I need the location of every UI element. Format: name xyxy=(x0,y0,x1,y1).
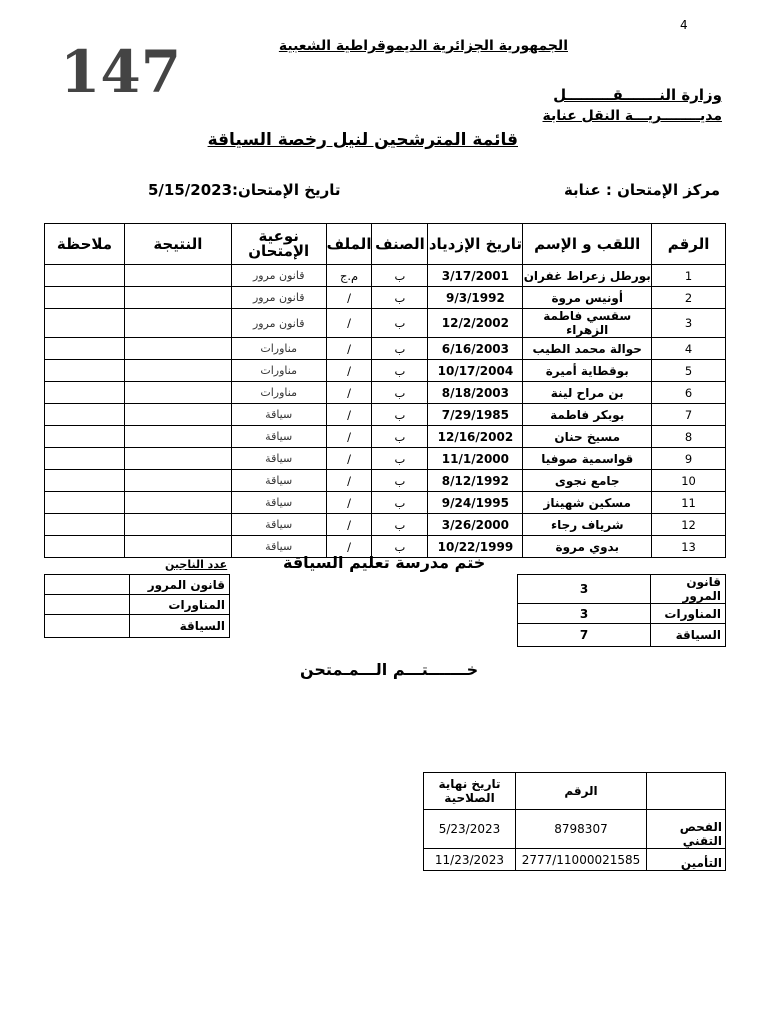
row-num: 13 xyxy=(652,536,726,558)
row-dob: 6/16/2003 xyxy=(428,338,523,360)
row-file: / xyxy=(326,448,372,470)
row-class: ب xyxy=(372,448,428,470)
technical-header-row xyxy=(424,773,726,810)
table-header-row xyxy=(45,224,726,265)
row-class: ب xyxy=(372,338,428,360)
technical-row-expiry: 5/23/2023 xyxy=(424,810,516,849)
technical-row-label: الفحص التقني xyxy=(647,810,726,849)
header-exam-type: نوعية الإمتحان xyxy=(231,224,326,265)
row-exam-type: قانون مرور xyxy=(231,265,326,287)
row-exam-type: سياقة xyxy=(231,426,326,448)
technical-col-expiry: تاريخ نهاية الصلاحية xyxy=(424,773,516,810)
row-note xyxy=(45,514,125,536)
right-summary-label: قانون المرور xyxy=(651,575,726,604)
table-row xyxy=(45,309,726,338)
row-name: أونيس مروة xyxy=(523,287,652,309)
row-file: / xyxy=(326,426,372,448)
row-file: / xyxy=(326,382,372,404)
row-note xyxy=(45,536,125,558)
row-dob: 3/26/2000 xyxy=(428,514,523,536)
row-exam-type: سياقة xyxy=(231,448,326,470)
table-row xyxy=(45,404,726,426)
left-summary-row xyxy=(45,575,230,595)
row-exam-type: مناورات xyxy=(231,360,326,382)
technical-table xyxy=(423,772,726,871)
row-note xyxy=(45,265,125,287)
row-num: 1 xyxy=(652,265,726,287)
right-summary-value: 3 xyxy=(518,575,651,604)
row-num: 2 xyxy=(652,287,726,309)
row-num: 6 xyxy=(652,382,726,404)
examiner-stamp-label: خـــــــتـــم الـــمـمتحن xyxy=(300,660,479,679)
row-class: ب xyxy=(372,470,428,492)
row-note xyxy=(45,287,125,309)
left-summary-label: المناورات xyxy=(130,595,230,615)
row-name: بدوي مروة xyxy=(523,536,652,558)
row-exam-type: قانون مرور xyxy=(231,309,326,338)
row-note xyxy=(45,382,125,404)
table-row xyxy=(45,287,726,309)
row-dob: 9/3/1992 xyxy=(428,287,523,309)
row-file: / xyxy=(326,338,372,360)
row-num: 8 xyxy=(652,426,726,448)
row-file: / xyxy=(326,309,372,338)
row-result xyxy=(124,492,231,514)
right-summary-label: السياقة xyxy=(651,624,726,647)
left-summary-row xyxy=(45,615,230,638)
row-dob: 12/16/2002 xyxy=(428,426,523,448)
row-num: 4 xyxy=(652,338,726,360)
row-exam-type: سياقة xyxy=(231,514,326,536)
row-note xyxy=(45,492,125,514)
left-summary-row xyxy=(45,595,230,615)
school-stamp-label: ختم مدرسة تعليم السياقة xyxy=(283,553,486,572)
header-class: الصنف xyxy=(372,224,428,265)
header-file: الملف xyxy=(326,224,372,265)
row-class: ب xyxy=(372,492,428,514)
header-num: الرقم xyxy=(652,224,726,265)
header-note: ملاحظة xyxy=(45,224,125,265)
table-row xyxy=(45,426,726,448)
republic-heading: الجمهورية الجزائرية الديموقراطية الشعبية xyxy=(278,38,568,54)
technical-row-label: التأمين xyxy=(647,849,726,871)
row-note xyxy=(45,309,125,338)
row-dob: 3/17/2001 xyxy=(428,265,523,287)
page-number: 4 xyxy=(680,18,688,32)
row-class: ب xyxy=(372,287,428,309)
row-file: / xyxy=(326,287,372,309)
technical-row xyxy=(424,810,726,849)
right-summary-row xyxy=(518,624,726,647)
row-exam-type: سياقة xyxy=(231,492,326,514)
row-class: ب xyxy=(372,360,428,382)
row-class: ب xyxy=(372,514,428,536)
stamp-number: 147 xyxy=(60,38,182,106)
table-row xyxy=(45,382,726,404)
row-file: / xyxy=(326,492,372,514)
row-dob: 7/29/1985 xyxy=(428,404,523,426)
row-result xyxy=(124,382,231,404)
left-summary-label: قانون المرور xyxy=(130,575,230,595)
row-name: بورطل زعراط غفران xyxy=(523,265,652,287)
row-dob: 9/24/1995 xyxy=(428,492,523,514)
row-name: بوبكر فاطمة xyxy=(523,404,652,426)
row-num: 3 xyxy=(652,309,726,338)
right-summary-row xyxy=(518,604,726,624)
table-row xyxy=(45,492,726,514)
table-row xyxy=(45,470,726,492)
row-result xyxy=(124,338,231,360)
row-dob: 8/12/1992 xyxy=(428,470,523,492)
row-name: حوالة محمد الطيب xyxy=(523,338,652,360)
right-summary-table xyxy=(517,574,726,647)
row-name: بن مراح لينة xyxy=(523,382,652,404)
row-exam-type: سياقة xyxy=(231,470,326,492)
left-summary-label: السياقة xyxy=(130,615,230,638)
header-dob: تاريخ الإزدياد xyxy=(428,224,523,265)
row-dob: 11/1/2000 xyxy=(428,448,523,470)
row-result xyxy=(124,265,231,287)
row-exam-type: سياقة xyxy=(231,536,326,558)
row-result xyxy=(124,448,231,470)
table-row xyxy=(45,338,726,360)
row-note xyxy=(45,470,125,492)
row-dob: 10/17/2004 xyxy=(428,360,523,382)
right-summary-value: 3 xyxy=(518,604,651,624)
row-result xyxy=(124,287,231,309)
table-row xyxy=(45,265,726,287)
row-file: / xyxy=(326,404,372,426)
row-note xyxy=(45,448,125,470)
right-summary-label: المناورات xyxy=(651,604,726,624)
row-name: جامع نجوى xyxy=(523,470,652,492)
row-dob: 10/22/1999 xyxy=(428,536,523,558)
row-note xyxy=(45,426,125,448)
row-exam-type: مناورات xyxy=(231,338,326,360)
row-class: ب xyxy=(372,404,428,426)
document-title: قائمة المترشحين لنيل رخصة السياقة xyxy=(207,130,518,150)
row-name: شرياف رجاء xyxy=(523,514,652,536)
pass-count-label: عدد الناجين xyxy=(165,558,228,571)
row-exam-type: قانون مرور xyxy=(231,287,326,309)
row-dob: 12/2/2002 xyxy=(428,309,523,338)
row-exam-type: سياقة xyxy=(231,404,326,426)
exam-center: مركز الإمتحان : عنابة xyxy=(563,181,720,199)
right-summary-row xyxy=(518,575,726,604)
row-result xyxy=(124,514,231,536)
exam-date: تاريخ الإمتحان:5/15/2023 xyxy=(148,181,341,199)
row-class: ب xyxy=(372,426,428,448)
row-result xyxy=(124,536,231,558)
row-num: 12 xyxy=(652,514,726,536)
row-num: 5 xyxy=(652,360,726,382)
ministry-heading: وزارة النـــــــقـــــــــل xyxy=(553,86,722,104)
row-class: ب xyxy=(372,382,428,404)
row-class: ب xyxy=(372,265,428,287)
candidates-table xyxy=(44,223,726,558)
row-file: / xyxy=(326,536,372,558)
row-file: / xyxy=(326,514,372,536)
technical-row-expiry: 11/23/2023 xyxy=(424,849,516,871)
directorate-heading: مديــــــــريـــة النقل عنابة xyxy=(542,108,722,124)
row-exam-type: مناورات xyxy=(231,382,326,404)
row-name: مسيخ حنان xyxy=(523,426,652,448)
technical-row xyxy=(424,849,726,871)
right-summary-value: 7 xyxy=(518,624,651,647)
row-name: سقسي فاطمة الزهراء xyxy=(523,309,652,338)
table-row xyxy=(45,360,726,382)
row-note xyxy=(45,360,125,382)
row-result xyxy=(124,470,231,492)
row-class: ب xyxy=(372,536,428,558)
header-name: اللقب و الإسم xyxy=(523,224,652,265)
row-num: 9 xyxy=(652,448,726,470)
table-row xyxy=(45,448,726,470)
row-note xyxy=(45,338,125,360)
row-name: بوقطاية أميرة xyxy=(523,360,652,382)
left-summary-table xyxy=(44,574,230,638)
technical-row-number: 2777/11000021585 xyxy=(516,849,647,871)
row-result xyxy=(124,404,231,426)
row-file: م.ج xyxy=(326,265,372,287)
row-result xyxy=(124,360,231,382)
row-result xyxy=(124,426,231,448)
technical-row-number: 8798307 xyxy=(516,810,647,849)
header-result: النتيجة xyxy=(124,224,231,265)
row-file: / xyxy=(326,360,372,382)
table-row xyxy=(45,514,726,536)
row-num: 11 xyxy=(652,492,726,514)
row-result xyxy=(124,309,231,338)
row-file: / xyxy=(326,470,372,492)
row-num: 10 xyxy=(652,470,726,492)
row-note xyxy=(45,404,125,426)
row-dob: 8/18/2003 xyxy=(428,382,523,404)
row-class: ب xyxy=(372,309,428,338)
row-num: 7 xyxy=(652,404,726,426)
technical-col-number: الرقم xyxy=(516,773,647,810)
row-name: مسكين شهيناز xyxy=(523,492,652,514)
row-name: قواسمية صوفيا xyxy=(523,448,652,470)
